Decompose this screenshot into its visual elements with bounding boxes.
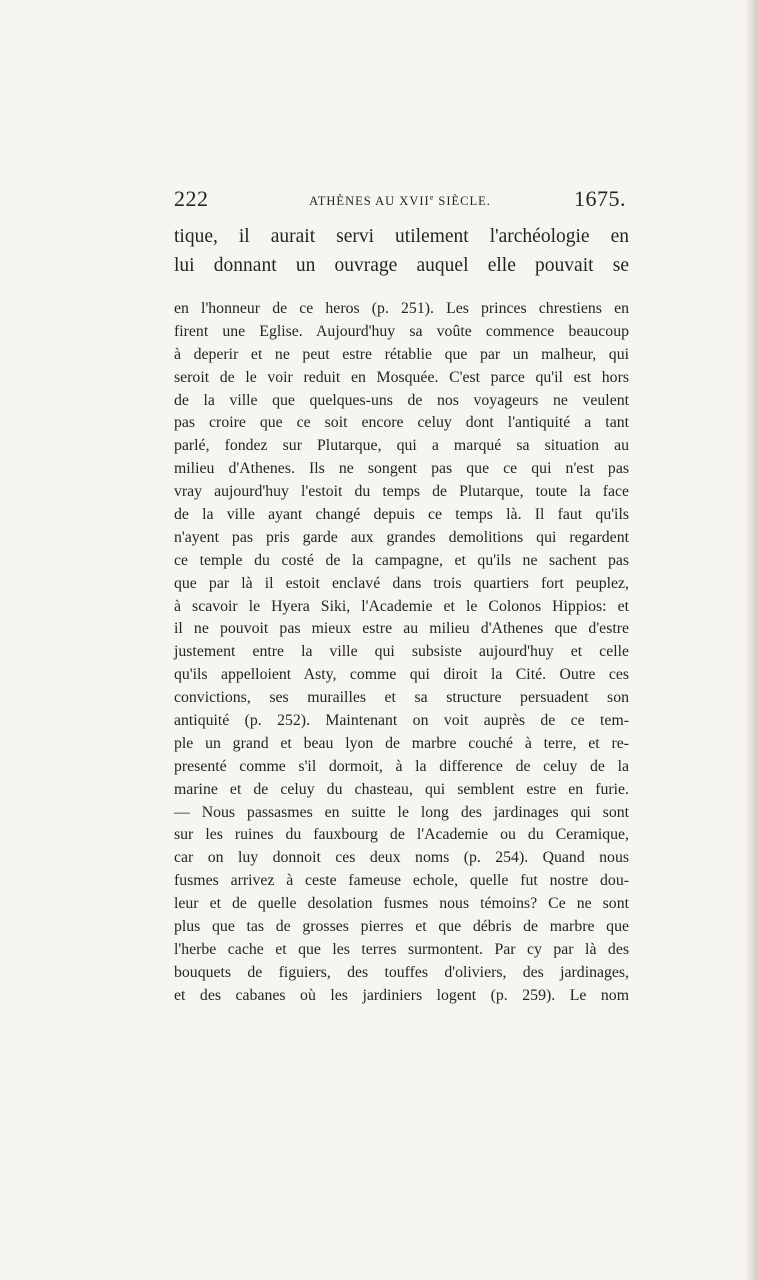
quote-line: pas croire que ce soit encore celuy dont l'antiquité a tant bbox=[174, 414, 629, 432]
quote-line: et des cabanes où les jardiniers logent (p. 259). Le nom bbox=[174, 986, 629, 1004]
quote-line: de la ville ayant changé depuis ce temps là. Il faut qu'ils bbox=[174, 506, 629, 524]
quote-line: de la ville que quelques-uns de nos voyageurs ne veulent bbox=[174, 391, 629, 409]
quote-line: à scavoir le Hyera Siki, l'Academie et le Colonos Hippios: et bbox=[174, 597, 629, 615]
quote-line: l'herbe cache et que les terres surmontent. Par cy par là des bbox=[174, 940, 629, 958]
quote-line: vray aujourd'huy l'estoit du temps de Plutarque, toute la face bbox=[174, 483, 629, 501]
quote-line: fusmes arrivez à ceste fameuse echole, quelle fut nostre dou- bbox=[174, 872, 629, 890]
quote-line: n'ayent pas pris garde aux grandes demolitions qui regardent bbox=[174, 528, 629, 546]
quoted-passage bbox=[174, 298, 629, 1008]
quote-line: seroit de le voir reduit en Mosquée. C'est parce qu'il est hors bbox=[174, 368, 629, 386]
quote-line: car on luy donnoit ces deux noms (p. 254). Quand nous bbox=[174, 849, 629, 867]
quote-line: presenté comme s'il dormoit, à la difference de celuy de la bbox=[174, 757, 629, 775]
quote-line: qu'ils appelloient Asty, comme qui diroit la Cité. Outre ces bbox=[174, 666, 629, 684]
page-year: 1675. bbox=[574, 186, 626, 211]
running-title-end: SIÈCLE. bbox=[434, 194, 491, 208]
quote-line: convictions, ses murailles et sa structure persuadent son bbox=[174, 689, 629, 707]
page-edge-shadow bbox=[745, 0, 757, 1280]
quote-line: à deperir et ne peut estre rétablie que par un malheur, qui bbox=[174, 345, 629, 363]
quote-line: firent une Eglise. Aujourd'huy sa voûte commence beaucoup bbox=[174, 322, 629, 340]
quote-line: marine et de celuy du chasteau, qui semblent estre en furie. bbox=[174, 780, 629, 798]
lead-paragraph bbox=[174, 222, 629, 280]
quote-line: justement entre la ville qui subsiste aujourd'huy et celle bbox=[174, 643, 629, 661]
page-number: 222 bbox=[174, 186, 209, 211]
quote-line: parlé, fondez sur Plutarque, qui a marqué sa situation au bbox=[174, 437, 629, 455]
quote-line: antiquité (p. 252). Maintenant on voit auprès de ce tem- bbox=[174, 712, 629, 730]
lead-line: tique, il aurait servi utilement l'archéologie en bbox=[174, 226, 629, 247]
quote-line: ce temple du costé de la campagne, et qu'ils ne sachent pas bbox=[174, 551, 629, 569]
quote-line: sur les ruines du fauxbourg de l'Academie ou du Ceramique, bbox=[174, 826, 629, 844]
running-title bbox=[174, 194, 626, 209]
quote-line: bouquets de figuiers, des touffes d'oliviers, des jardinages, bbox=[174, 963, 629, 981]
quote-line: milieu d'Athenes. Ils ne songent pas que ce qui n'est pas bbox=[174, 460, 629, 478]
page-header bbox=[174, 186, 626, 216]
quote-line: leur et de quelle desolation fusmes nous témoins? Ce ne sont bbox=[174, 895, 629, 913]
quote-line: il ne pouvoit pas mieux estre au milieu d'Athenes que d'estre bbox=[174, 620, 629, 638]
quote-line: ple un grand et beau lyon de marbre couché à terre, et re- bbox=[174, 734, 629, 752]
lead-line: lui donnant un ouvrage auquel elle pouvait se bbox=[174, 255, 629, 276]
quote-line: — Nous passasmes en suitte le long des jardinages qui sont bbox=[174, 803, 629, 821]
running-title-main: ATHÈNES AU XVII bbox=[309, 194, 430, 208]
running-title-superscript: e bbox=[429, 192, 435, 202]
quote-line: que par là il estoit enclavé dans trois quartiers fort peuplez, bbox=[174, 574, 629, 592]
quote-line: plus que tas de grosses pierres et que débris de marbre que bbox=[174, 918, 629, 936]
quote-line: en l'honneur de ce heros (p. 251). Les princes chrestiens en bbox=[174, 300, 629, 317]
